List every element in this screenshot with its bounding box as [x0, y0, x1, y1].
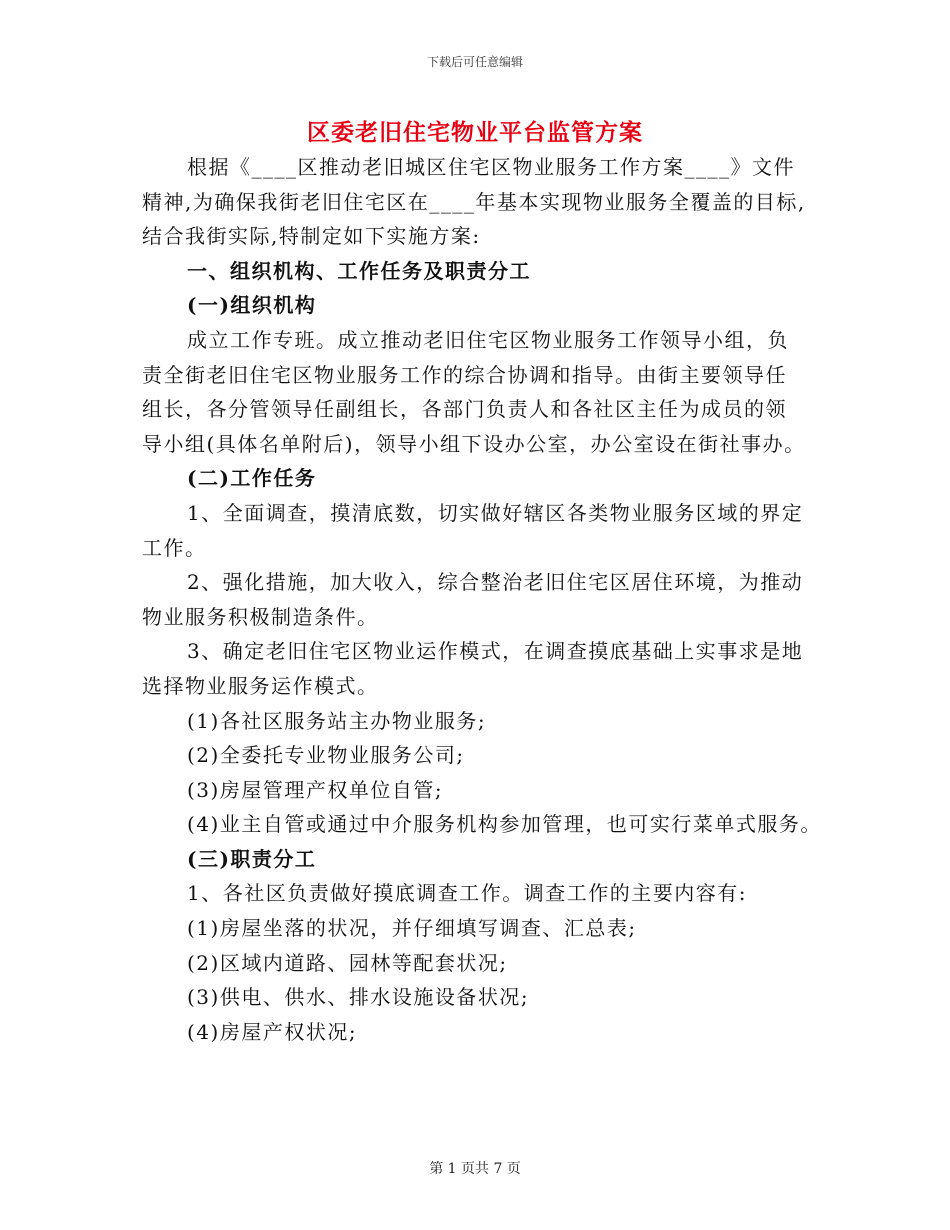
- body-line: 1、各社区负责做好摸底调查工作。调查工作的主要内容有:: [187, 881, 747, 906]
- body-line: (2)全委托专业物业服务公司;: [187, 743, 465, 768]
- section-heading: (二)工作任务: [187, 466, 317, 491]
- body-line: (3)供电、供水、排水设施设备状况;: [187, 985, 530, 1010]
- body-line: (1)房屋坐落的状况，并仔细填写调查、汇总表;: [187, 916, 637, 941]
- body-line: 物业服务积极制造条件。: [142, 604, 379, 629]
- body-line: (1)各社区服务站主办物业服务;: [187, 708, 487, 733]
- body-line: (2)区域内道路、园林等配套状况;: [187, 950, 508, 975]
- body-line: (3)房屋管理产权单位自管;: [187, 777, 444, 802]
- body-line: 成立工作专班。成立推动老旧住宅区物业服务工作领导小组，负: [187, 327, 789, 352]
- body-line: 组长，各分管领导任副组长，各部门负责人和各社区主任为成员的领: [142, 397, 787, 422]
- document-title: 区委老旧住宅物业平台监管方案: [307, 119, 643, 146]
- header-note: 下载后可任意编辑: [426, 55, 523, 69]
- body-line: 3、确定老旧住宅区物业运作模式，在调查摸底基础上实事求是地: [187, 639, 804, 664]
- section-heading: (一)组织机构: [187, 293, 317, 318]
- body-line: (4)房屋产权状况;: [187, 1019, 358, 1044]
- section-heading: 一、组织机构、工作任务及职责分工: [187, 258, 531, 283]
- document-body: [142, 150, 822, 1049]
- body-line: 精神,为确保我街老旧住宅区在____年基本实现物业服务全覆盖的目标,: [142, 189, 806, 214]
- body-line: 工作。: [142, 535, 207, 560]
- page-number: 第 1 页共 7 页: [429, 1161, 521, 1177]
- body-line: 根据《____区推动老旧城区住宅区物业服务工作方案____》文件: [187, 155, 795, 179]
- body-line: 导小组(具体名单附后)，领导小组下设办公室，办公室设在街社事办。: [142, 431, 806, 456]
- section-heading: (三)职责分工: [187, 846, 317, 871]
- body-line: 选择物业服务运作模式。: [142, 673, 379, 698]
- body-line: 1、全面调查，摸清底数，切实做好辖区各类物业服务区域的界定: [187, 500, 804, 525]
- body-line: 2、强化措施，加大收入，综合整治老旧住宅区居住环境，为推动: [187, 570, 804, 595]
- body-line: (4)业主自管或通过中介服务机构参加管理，也可实行菜单式服务。: [187, 812, 822, 837]
- body-line: 结合我街实际,特制定如下实施方案:: [142, 224, 481, 249]
- body-line: 责全街老旧住宅区物业服务工作的综合协调和指导。由街主要领导任: [142, 362, 787, 387]
